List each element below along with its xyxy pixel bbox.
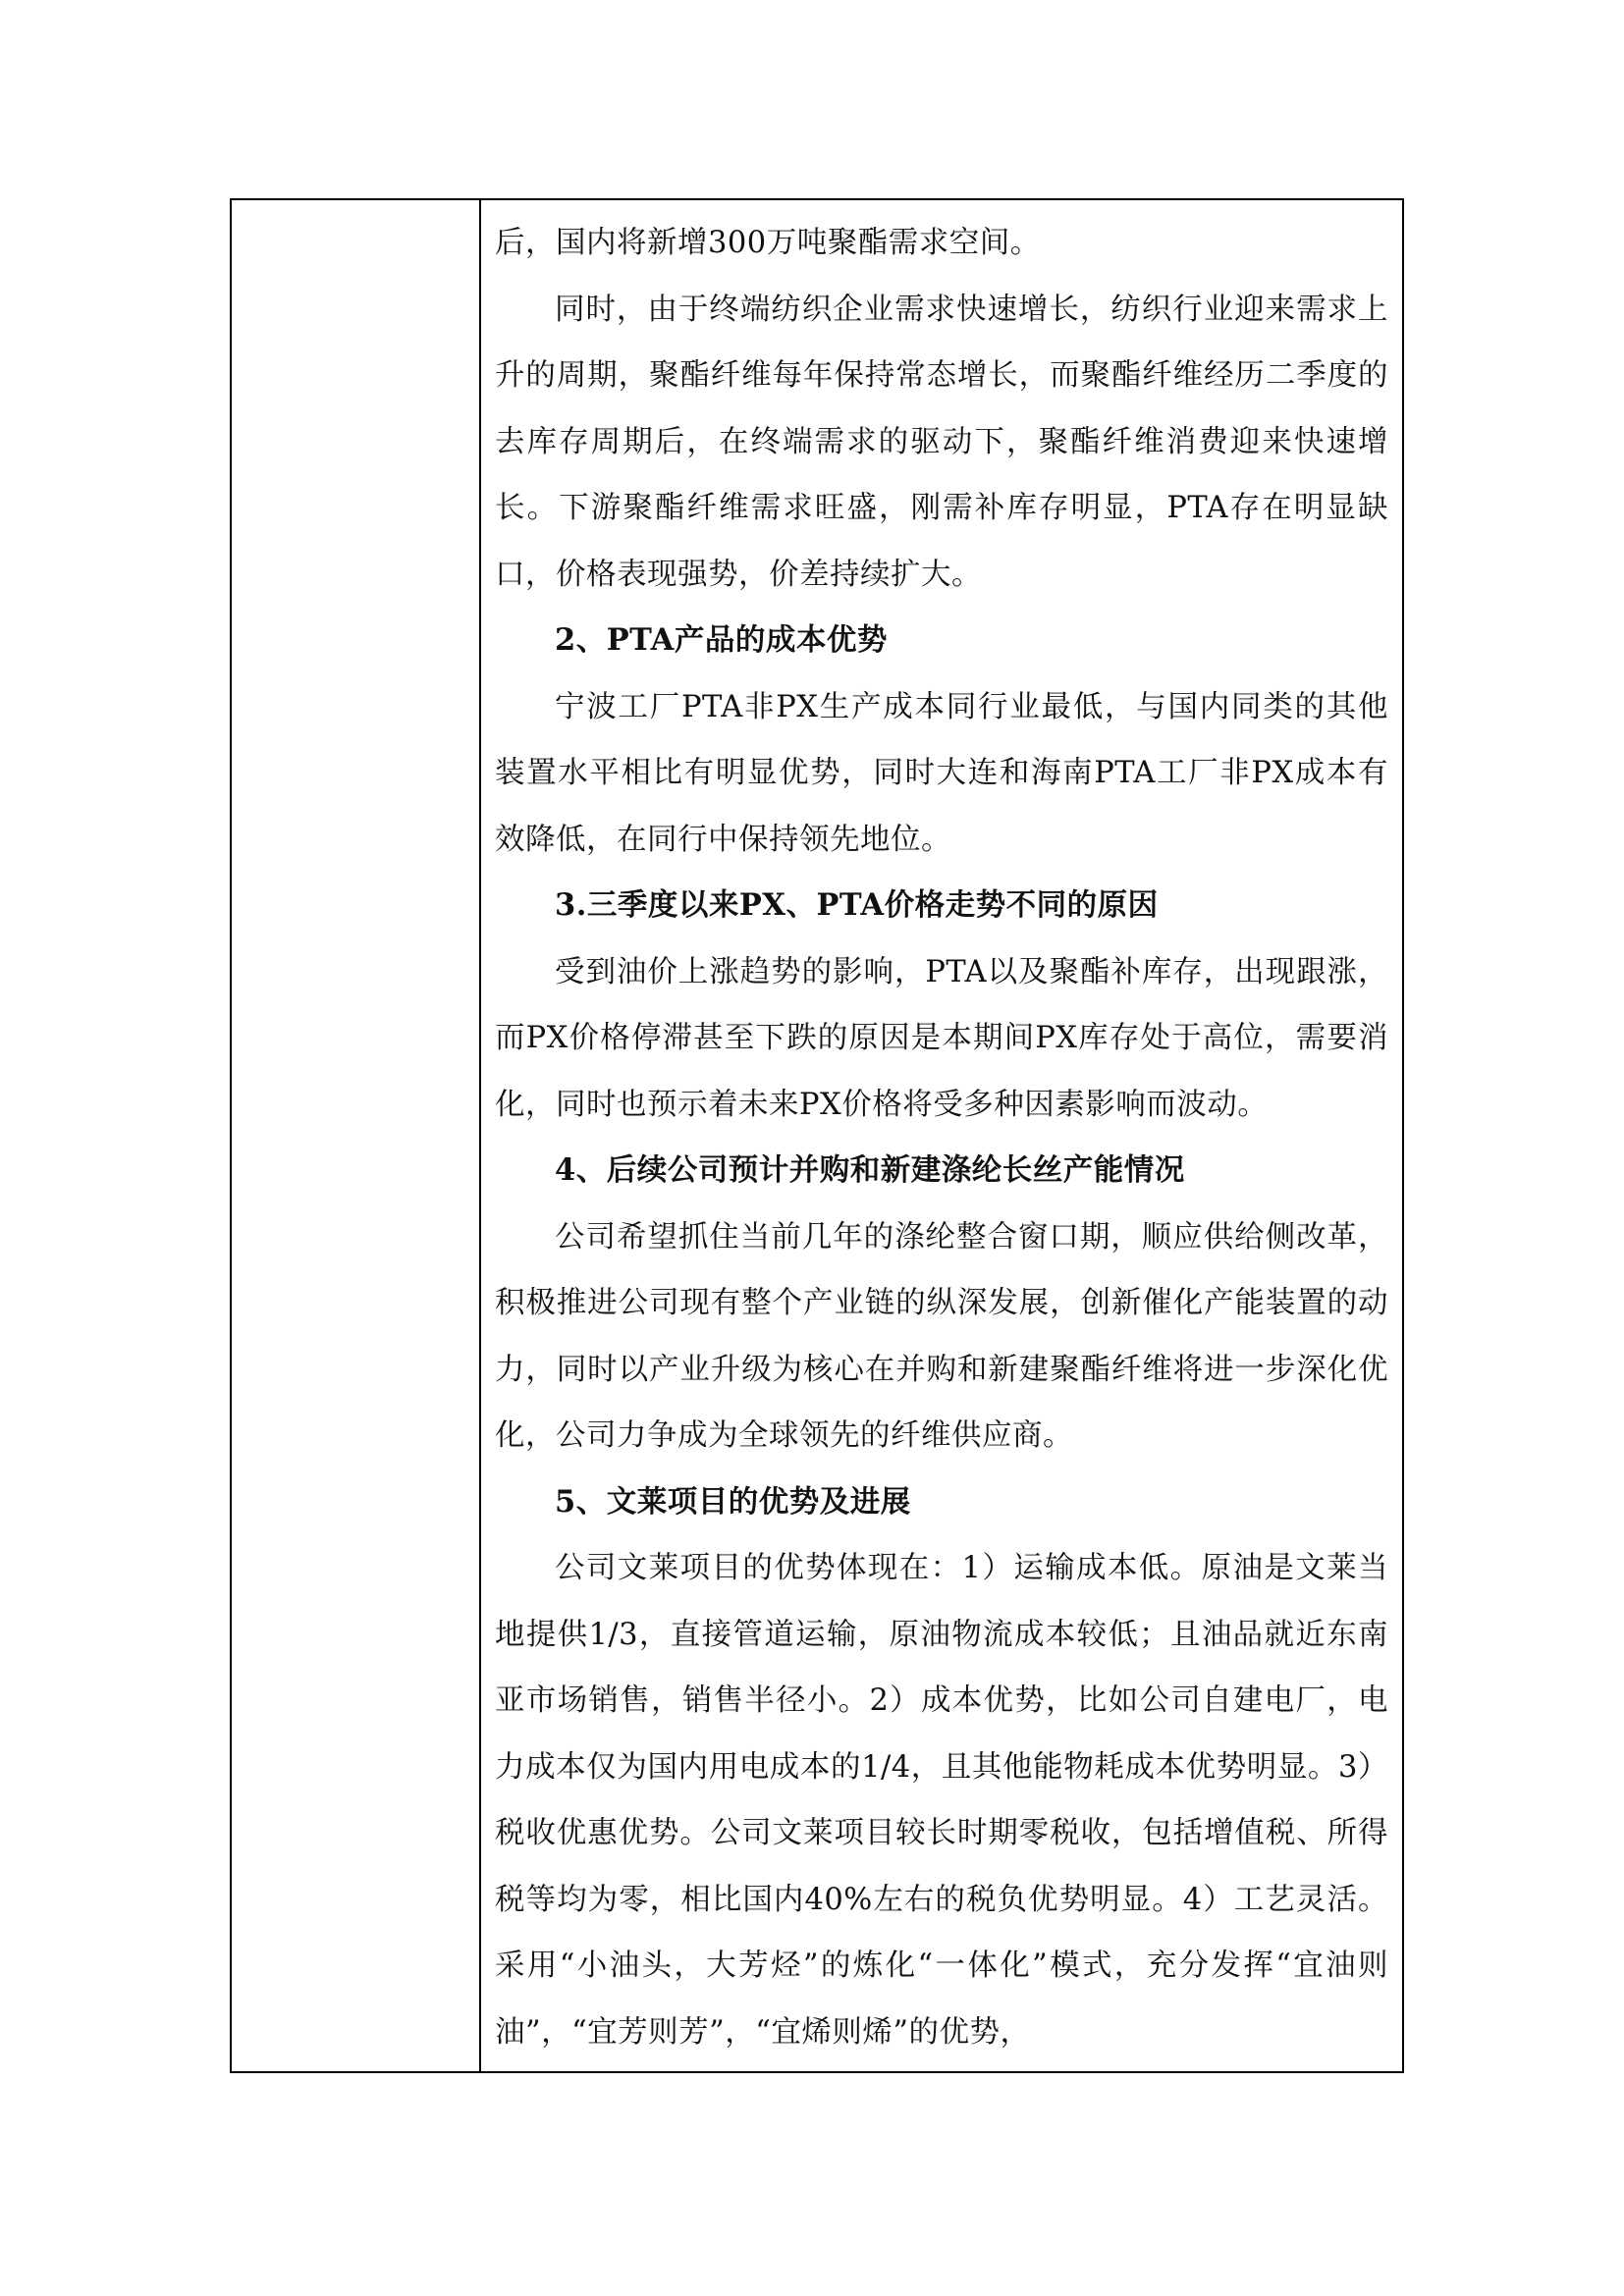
paragraph-capacity-plan: 公司希望抓住当前几年的涤纶整合窗口期，顺应供给侧改革，积极推进公司现有整个产业链的纵深发展，创新催化产能装置的动力，同时以产业升级为核心在并购和新建聚酯纤维将进一步深化优化，公司力争成为全球领先的纤维供应商。 bbox=[495, 1219, 1388, 1453]
paragraph-pta-cost: 宁波工厂PTA非PX生产成本同行业最低，与国内同类的其他装置水平相比有明显优势，同时大连和海南PTA工厂非PX成本有效降低，在同行中保持领先地位。 bbox=[495, 689, 1388, 857]
paragraph-textile-demand: 同时，由于终端纺织企业需求快速增长，纺织行业迎来需求上升的周期，聚酯纤维每年保持常态增长，而聚酯纤维经历二季度的去库存周期后，在终端需求的驱动下，聚酯纤维消费迎来快速增长。下游聚酯纤维需求旺盛，刚需补库存明显，PTA存在明显缺口，价格表现强势，价差持续扩大。 bbox=[495, 292, 1388, 592]
table-left-cell bbox=[232, 200, 481, 2071]
paragraph-brunei-project: 公司文莱项目的优势体现在：1）运输成本低。原油是文莱当地提供1/3，直接管道运输，原油物流成本较低；且油品就近东南亚市场销售，销售半径小。2）成本优势，比如公司自建电厂，电力成本仅为国内用电成本的1/4，且其他能物耗成本优势明显。3）税收优惠优势。公司文莱项目较长时期零税收，包括增值税、所得税等均为零，相比国内40%左右的税负优势明显。4）工艺灵活。采用“小油头，大芳烃”的炼化“一体化”模式，充分发挥“宜油则油”，“宜芳则芳”，“宜烯则烯”的优势， bbox=[495, 1551, 1388, 2050]
table-right-cell bbox=[481, 200, 1402, 2071]
content-table bbox=[230, 198, 1404, 2073]
paragraph-demand-space: 后，国内将新增300万吨聚酯需求空间。 bbox=[495, 226, 1041, 260]
paragraph-price-trend: 受到油价上涨趋势的影响，PTA以及聚酯补库存，出现跟涨，而PX价格停滞甚至下跌的原因是本期间PX库存处于高位，需要消化，同时也预示着未来PX价格将受多种因素影响而波动。 bbox=[495, 954, 1388, 1122]
heading-brunei-project: 5、文莱项目的优势及进展 bbox=[555, 1483, 911, 1520]
heading-capacity-plan: 4、后续公司预计并购和新建涤纶长丝产能情况 bbox=[555, 1152, 1185, 1188]
heading-price-trend: 3.三季度以来PX、PTA价格走势不同的原因 bbox=[555, 887, 1159, 923]
heading-pta-cost-advantage: 2、PTA产品的成本优势 bbox=[555, 622, 888, 658]
